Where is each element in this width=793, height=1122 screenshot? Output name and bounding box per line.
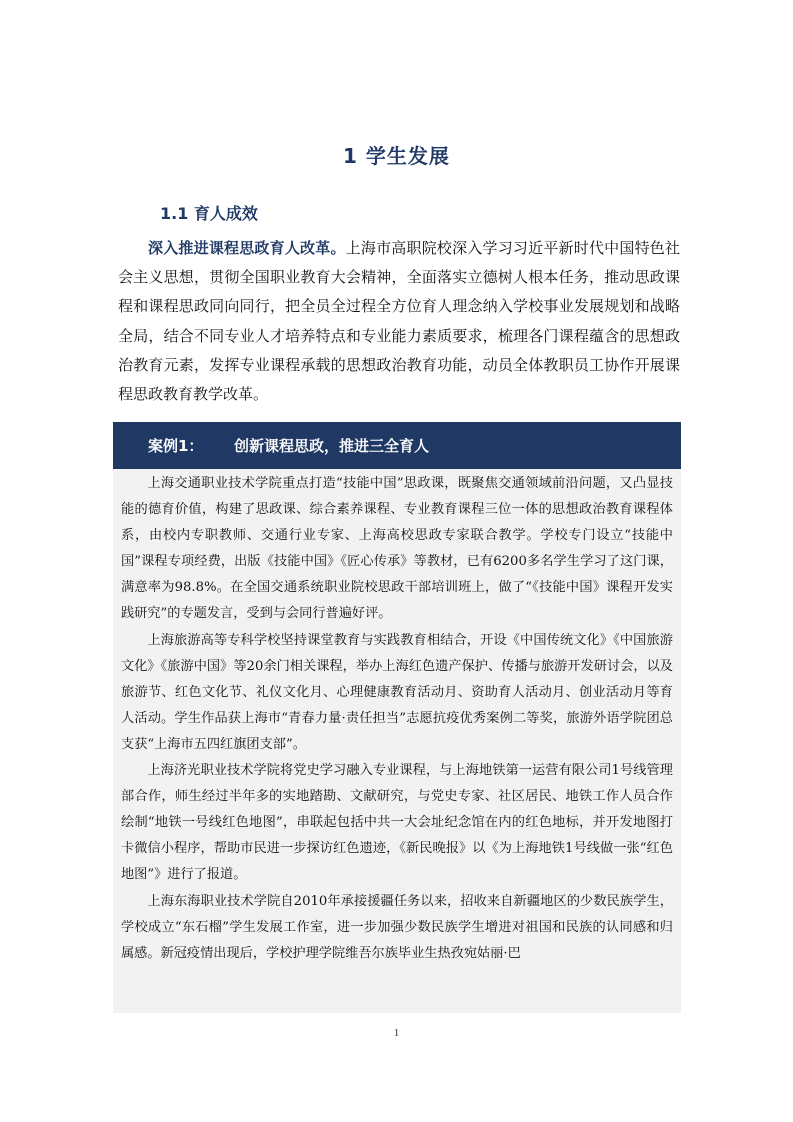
intro-paragraph [118, 234, 680, 409]
case-label: 案例1： [148, 437, 204, 455]
case-paragraph: 上海东海职业技术学院自2010年承接援疆任务以来，招收来自新疆地区的少数民族学生，学校成立“东石榴”学生发展工作室，进一步加强少数民族学生增进对祖国和民族的认同感和归属感。新冠疫情出现后，学校护理学院维吾尔族毕业生热孜宛姑丽·巴 [121, 893, 673, 961]
case-body [113, 469, 681, 967]
case-paragraph: 上海济光职业技术学院将党史学习融入专业课程，与上海地铁第一运营有限公司1号线管理部合作，师生经过半年多的实地踏勘、文献研究，与党史专家、社区居民、地铁工作人员合作绘制“地铁一号线红色地图”，串联起包括中共一大会址纪念馆在内的红色地标，并开发地图打卡微信小程序，帮助市民进一步探访红色遗迹，《新民晚报》以《为上海地铁1号线做一张“红色地图”》进行了报道。 [121, 763, 673, 883]
intro-lead: 深入推进课程思政育人改革。 [148, 239, 346, 257]
case-paragraph: 上海旅游高等专科学校坚持课堂教育与实践教育相结合，开设《中国传统文化》《中国旅游文化》《旅游中国》等20余门相关课程，举办上海红色遗产保护、传播与旅游开发研讨会，以及旅游节、红色文化节、礼仪文化月、心理健康教育活动月、资助育人活动月、创业活动月等育人活动。学生作品获上海市“青春力量·责任担当”志愿抗疫优秀案例二等奖，旅游外语学院团总支获“上海市五四红旗团支部”。 [121, 632, 673, 752]
case-paragraph: 上海交通职业技术学院重点打造“技能中国”思政课，既聚焦交通领域前沿问题，又凸显技能的德育价值，构建了思政课、综合素养课程、专业教育课程三位一体的思想政治教育课程体系，由校内专职教师、交通行业专家、上海高校思政专家联合教学。学校专门设立“技能中国”课程专项经费，出版《技能中国》《匠心传承》等教材，已有6200多名学生学习了这门课，满意率为98.8%。在全国交通系统职业院校思政干部培训班上，做了“《技能中国》课程开发实践研究”的专题发言，受到与会同行普遍好评。 [121, 476, 673, 622]
section-title: 1.1 育人成效 [160, 204, 258, 223]
case-title: 创新课程思政，推进三全育人 [234, 437, 430, 455]
intro-text: 上海市高职院校深入学习习近平新时代中国特色社会主义思想，贯彻全国职业教育大会精神，全面落实立德树人根本任务，推动思政课程和课程思政同向同行，把全员全过程全方位育人理念纳入学校事业发展规划和战略全局，结合不同专业人才培养特点和专业能力素质要求，梳理各门课程蕴含的思想政治教育元素，发挥专业课程承载的思想政治教育功能，动员全体教职员工协作开展课程思政教育教学改革。 [118, 239, 680, 404]
page-number: 1 [393, 1027, 400, 1039]
chapter-title: 1 学生发展 [343, 144, 450, 168]
case-header [113, 422, 681, 469]
case-box [113, 422, 681, 1013]
